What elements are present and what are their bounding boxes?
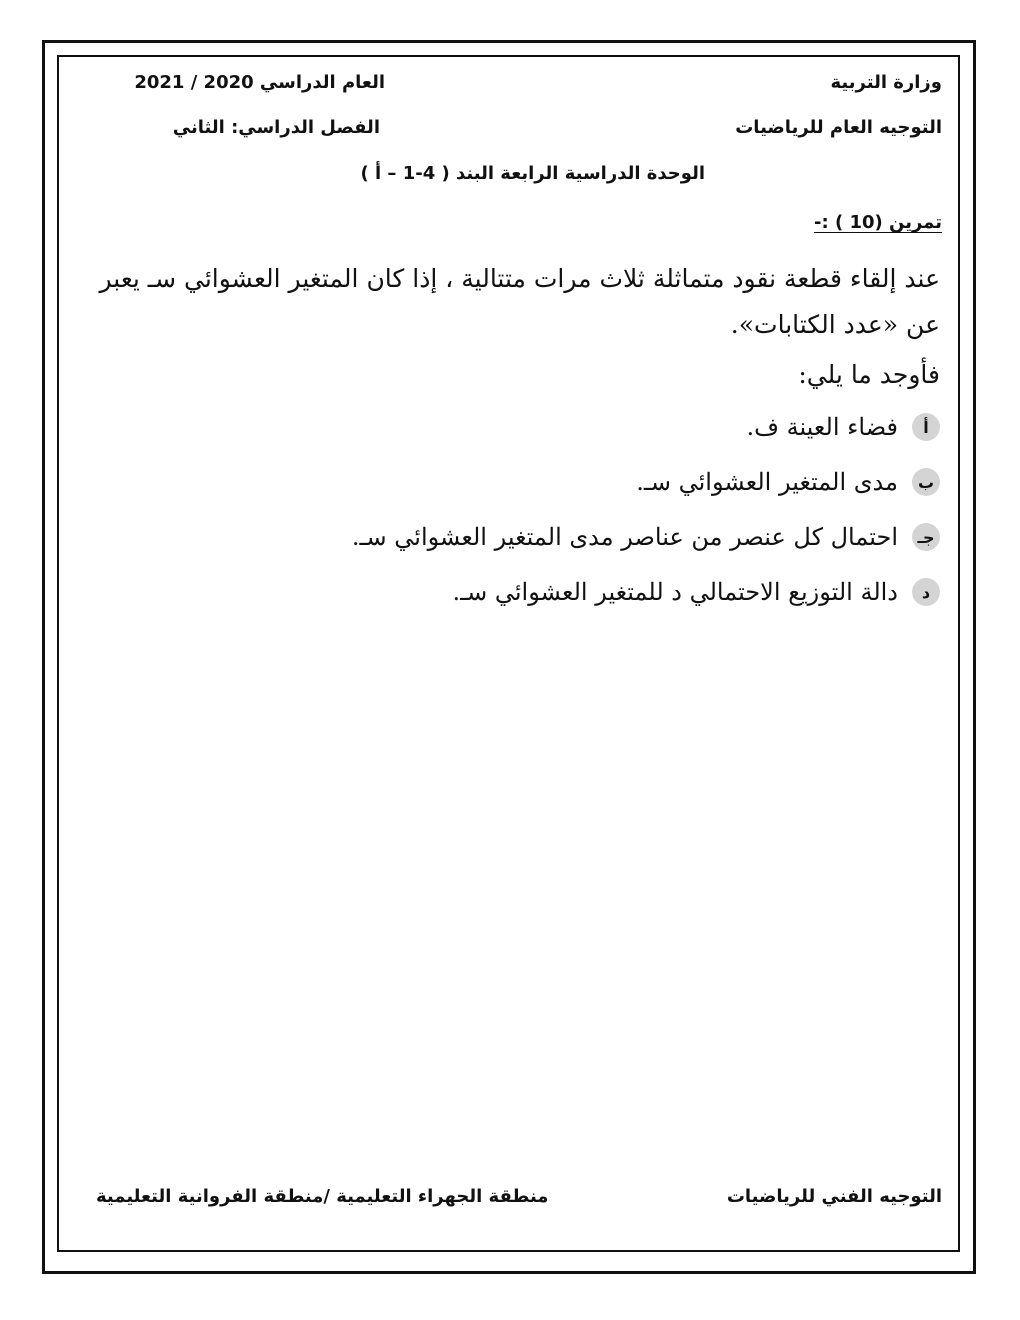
- item-text-d: دالة التوزيع الاحتمالي د للمتغير العشوائي سـ.: [452, 578, 898, 606]
- academic-year: العام الدراسي 2020 / 2021: [134, 72, 385, 93]
- question-item-b: [636, 462, 940, 502]
- inner-page-border: [57, 55, 960, 1252]
- item-badge-b: ب: [912, 468, 940, 496]
- question-item-a: [746, 407, 940, 447]
- instruction-text: فأوجد ما يلي:: [798, 360, 940, 389]
- question-item-c: [352, 517, 940, 557]
- footer-supervision: التوجيه الفني للرياضيات: [726, 1186, 942, 1207]
- item-badge-d: د: [912, 578, 940, 606]
- item-text-b: مدى المتغير العشوائي سـ.: [636, 468, 898, 496]
- footer-regions: منطقة الجهراء التعليمية /منطقة الفروانية التعليمية: [96, 1186, 549, 1207]
- item-text-c: احتمال كل عنصر من عناصر مدى المتغير العشوائي سـ.: [351, 523, 898, 551]
- item-badge-a: أ: [912, 413, 940, 441]
- problem-statement: عند إلقاء قطعة نقود متماثلة ثلاث مرات متتالية ، إذا كان المتغير العشوائي سـ يعبر عن «عدد الكتابات».: [99, 264, 940, 339]
- item-text-a: فضاء العينة ف.: [746, 413, 898, 441]
- ministry-name: وزارة التربية: [830, 72, 942, 93]
- exercise-title: تمرين (10 ) :-: [814, 212, 942, 233]
- item-badge-c: جـ: [912, 523, 940, 551]
- unit-title: الوحدة الدراسية الرابعة البند ( 4-1 – أ ): [360, 163, 705, 184]
- semester: الفصل الدراسي: الثاني: [172, 117, 380, 138]
- supervision-name: التوجيه العام للرياضيات: [735, 117, 942, 138]
- question-item-d: [452, 572, 940, 612]
